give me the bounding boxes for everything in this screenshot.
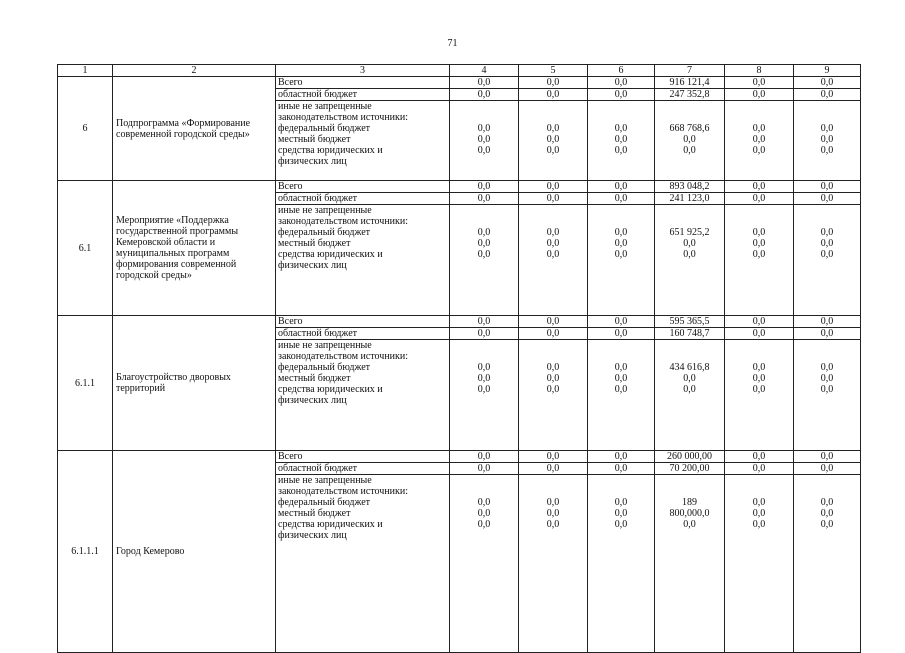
value-cell: 241 123,0 bbox=[655, 193, 725, 205]
value-cell bbox=[450, 475, 519, 653]
local-value: 0,0 bbox=[477, 373, 491, 384]
federal-value: 0,0 bbox=[477, 362, 491, 373]
legal-value: 0,0 bbox=[546, 519, 560, 530]
source-label: областной бюджет bbox=[276, 463, 450, 475]
source-label: Всего bbox=[276, 316, 450, 328]
value-cell bbox=[725, 340, 794, 451]
value-cell bbox=[588, 340, 655, 451]
legal-value: 0,0 bbox=[614, 145, 628, 156]
value-cell: 0,0 bbox=[519, 451, 588, 463]
value-cell: 160 748,7 bbox=[655, 328, 725, 340]
value-cell: 0,0 bbox=[725, 328, 794, 340]
page-number: 71 bbox=[447, 38, 458, 49]
source-line: законодательством источники: bbox=[278, 351, 409, 362]
local-value: 0,0 bbox=[752, 508, 766, 519]
legal-value: 0,0 bbox=[820, 145, 834, 156]
value-cell: 0,0 bbox=[794, 89, 861, 101]
federal-value: 0,0 bbox=[820, 227, 834, 238]
source-line: иные не запрещенные bbox=[278, 475, 372, 486]
legal-value: 0,0 bbox=[477, 384, 491, 395]
value-cell: 0,0 bbox=[588, 77, 655, 89]
other-sources-cell bbox=[276, 475, 450, 653]
value-cell: 0,0 bbox=[588, 89, 655, 101]
source-line: законодательством источники: bbox=[278, 486, 409, 497]
federal-value: 0,0 bbox=[614, 497, 628, 508]
federal-value: 189 bbox=[682, 497, 697, 508]
value-cell: 893 048,2 bbox=[655, 181, 725, 193]
value-cell: 0,0 bbox=[794, 463, 861, 475]
item-code: 6.1.1 bbox=[58, 316, 113, 451]
other-sources-cell bbox=[276, 101, 450, 181]
source-line: местный бюджет bbox=[278, 373, 351, 384]
local-value: 0,0 bbox=[752, 373, 766, 384]
value-cell: 0,0 bbox=[588, 181, 655, 193]
value-cell bbox=[725, 475, 794, 653]
local-value: 0,0 bbox=[752, 134, 766, 145]
value-cell bbox=[450, 205, 519, 316]
legal-value: 0,0 bbox=[683, 519, 696, 530]
federal-value: 0,0 bbox=[546, 227, 560, 238]
legal-value: 0,0 bbox=[683, 249, 696, 260]
value-cell: 0,0 bbox=[794, 77, 861, 89]
value-cell: 70 200,00 bbox=[655, 463, 725, 475]
value-cell bbox=[519, 205, 588, 316]
source-line: иные не запрещенные bbox=[278, 101, 372, 112]
value-cell bbox=[725, 101, 794, 181]
value-cell: 247 352,8 bbox=[655, 89, 725, 101]
source-line: средства юридических и bbox=[278, 519, 383, 530]
legal-value: 0,0 bbox=[546, 145, 560, 156]
legal-value: 0,0 bbox=[752, 145, 766, 156]
value-cell: 0,0 bbox=[725, 193, 794, 205]
value-cell bbox=[655, 205, 725, 316]
value-cell bbox=[725, 205, 794, 316]
local-value: 0,0 bbox=[683, 238, 696, 249]
column-header: 1 bbox=[58, 65, 113, 77]
value-cell bbox=[588, 475, 655, 653]
federal-value: 434 616,8 bbox=[669, 362, 710, 373]
federal-value: 0,0 bbox=[546, 497, 560, 508]
value-cell: 260 000,00 bbox=[655, 451, 725, 463]
local-value: 0,0 bbox=[820, 238, 834, 249]
source-line: законодательством источники: bbox=[278, 216, 409, 227]
local-value: 0,0 bbox=[614, 373, 628, 384]
value-cell bbox=[794, 340, 861, 451]
local-value: 0,0 bbox=[614, 134, 628, 145]
source-line: средства юридических и bbox=[278, 145, 383, 156]
local-value: 0,0 bbox=[614, 508, 628, 519]
federal-value: 0,0 bbox=[477, 497, 491, 508]
value-cell bbox=[519, 340, 588, 451]
source-line: физических лиц bbox=[278, 530, 347, 541]
value-cell: 0,0 bbox=[519, 89, 588, 101]
legal-value: 0,0 bbox=[614, 519, 628, 530]
local-value: 0,0 bbox=[477, 238, 491, 249]
value-cell: 0,0 bbox=[450, 316, 519, 328]
value-cell: 0,0 bbox=[519, 181, 588, 193]
source-line: федеральный бюджет bbox=[278, 123, 371, 134]
value-cell: 0,0 bbox=[725, 463, 794, 475]
value-cell bbox=[794, 101, 861, 181]
value-cell bbox=[655, 101, 725, 181]
local-value: 0,0 bbox=[546, 508, 560, 519]
value-cell: 0,0 bbox=[450, 193, 519, 205]
value-cell bbox=[588, 101, 655, 181]
source-line: иные не запрещенные bbox=[278, 205, 372, 216]
source-line: физических лиц bbox=[278, 395, 347, 406]
item-name: Благоустройство дворовых территорий bbox=[113, 316, 276, 451]
source-line: иные не запрещенные bbox=[278, 340, 372, 351]
federal-value: 0,0 bbox=[820, 497, 834, 508]
source-label: областной бюджет bbox=[276, 89, 450, 101]
value-cell: 0,0 bbox=[519, 77, 588, 89]
column-header: 8 bbox=[725, 65, 794, 77]
source-label: Всего bbox=[276, 181, 450, 193]
column-header: 7 bbox=[655, 65, 725, 77]
legal-value: 0,0 bbox=[614, 384, 628, 395]
table-row-total bbox=[58, 316, 861, 328]
legal-value: 0,0 bbox=[820, 519, 834, 530]
legal-value: 0,0 bbox=[683, 145, 696, 156]
source-line: средства юридических и bbox=[278, 249, 383, 260]
value-cell bbox=[450, 340, 519, 451]
federal-value: 0,0 bbox=[546, 362, 560, 373]
federal-value: 0,0 bbox=[820, 362, 834, 373]
value-cell: 0,0 bbox=[794, 181, 861, 193]
source-line: федеральный бюджет bbox=[278, 362, 371, 373]
legal-value: 0,0 bbox=[546, 249, 560, 260]
value-cell: 0,0 bbox=[450, 451, 519, 463]
federal-value: 668 768,6 bbox=[669, 123, 710, 134]
legal-value: 0,0 bbox=[752, 249, 766, 260]
value-cell: 0,0 bbox=[519, 463, 588, 475]
value-cell bbox=[588, 205, 655, 316]
item-code: 6.1.1.1 bbox=[58, 451, 113, 653]
value-cell bbox=[655, 340, 725, 451]
value-cell: 0,0 bbox=[588, 451, 655, 463]
local-value: 0,0 bbox=[683, 134, 696, 145]
value-cell bbox=[519, 101, 588, 181]
legal-value: 0,0 bbox=[477, 519, 491, 530]
table-row-total bbox=[58, 451, 861, 463]
legal-value: 0,0 bbox=[752, 384, 766, 395]
source-line: средства юридических и bbox=[278, 384, 383, 395]
source-line: физических лиц bbox=[278, 260, 347, 271]
value-cell: 0,0 bbox=[794, 451, 861, 463]
value-cell bbox=[450, 101, 519, 181]
table-row-total bbox=[58, 77, 861, 89]
local-value: 0,0 bbox=[614, 238, 628, 249]
local-value: 0,0 bbox=[752, 238, 766, 249]
federal-value: 0,0 bbox=[752, 123, 766, 134]
federal-value: 651 925,2 bbox=[669, 227, 710, 238]
source-label: Всего bbox=[276, 451, 450, 463]
federal-value: 0,0 bbox=[477, 123, 491, 134]
legal-value: 0,0 bbox=[614, 249, 628, 260]
source-line: законодательством источники: bbox=[278, 112, 409, 123]
source-label: Всего bbox=[276, 77, 450, 89]
local-value: 0,0 bbox=[820, 134, 834, 145]
value-cell: 0,0 bbox=[519, 193, 588, 205]
table-row-total bbox=[58, 181, 861, 193]
value-cell: 0,0 bbox=[794, 328, 861, 340]
source-label: областной бюджет bbox=[276, 193, 450, 205]
local-value: 0,0 bbox=[477, 508, 491, 519]
value-cell: 0,0 bbox=[450, 77, 519, 89]
value-cell: 0,0 bbox=[725, 89, 794, 101]
column-header: 5 bbox=[519, 65, 588, 77]
source-line: федеральный бюджет bbox=[278, 497, 371, 508]
local-value: 0,0 bbox=[546, 238, 560, 249]
federal-value: 0,0 bbox=[752, 227, 766, 238]
header-row bbox=[58, 65, 861, 77]
item-name: Подпрограмма «Формирование современной городской среды» bbox=[113, 77, 276, 181]
local-value: 800,000,0 bbox=[669, 508, 710, 519]
local-value: 0,0 bbox=[683, 373, 696, 384]
federal-value: 0,0 bbox=[546, 123, 560, 134]
value-cell: 0,0 bbox=[450, 328, 519, 340]
legal-value: 0,0 bbox=[820, 384, 834, 395]
source-line: местный бюджет bbox=[278, 508, 351, 519]
local-value: 0,0 bbox=[477, 134, 491, 145]
column-header: 9 bbox=[794, 65, 861, 77]
item-code: 6.1 bbox=[58, 181, 113, 316]
value-cell: 0,0 bbox=[450, 89, 519, 101]
value-cell: 916 121,4 bbox=[655, 77, 725, 89]
local-value: 0,0 bbox=[820, 508, 834, 519]
local-value: 0,0 bbox=[546, 134, 560, 145]
column-header: 3 bbox=[276, 65, 450, 77]
federal-value: 0,0 bbox=[820, 123, 834, 134]
value-cell: 0,0 bbox=[588, 463, 655, 475]
federal-value: 0,0 bbox=[752, 497, 766, 508]
budget-table bbox=[57, 64, 861, 653]
item-name: Мероприятие «Поддержка государственной программы Кемеровской области и муниципальных программ формирования современной городской среды» bbox=[113, 181, 276, 316]
legal-value: 0,0 bbox=[752, 519, 766, 530]
source-line: местный бюджет bbox=[278, 134, 351, 145]
value-cell: 0,0 bbox=[725, 451, 794, 463]
column-header: 4 bbox=[450, 65, 519, 77]
item-name: Город Кемерово bbox=[113, 451, 276, 653]
value-cell bbox=[794, 205, 861, 316]
federal-value: 0,0 bbox=[614, 362, 628, 373]
federal-value: 0,0 bbox=[614, 123, 628, 134]
value-cell: 0,0 bbox=[794, 316, 861, 328]
value-cell: 0,0 bbox=[450, 463, 519, 475]
source-label: областной бюджет bbox=[276, 328, 450, 340]
other-sources-cell bbox=[276, 340, 450, 451]
value-cell: 0,0 bbox=[725, 181, 794, 193]
value-cell bbox=[794, 475, 861, 653]
legal-value: 0,0 bbox=[683, 384, 696, 395]
value-cell: 0,0 bbox=[588, 328, 655, 340]
source-line: местный бюджет bbox=[278, 238, 351, 249]
value-cell: 0,0 bbox=[519, 316, 588, 328]
federal-value: 0,0 bbox=[477, 227, 491, 238]
legal-value: 0,0 bbox=[477, 249, 491, 260]
federal-value: 0,0 bbox=[614, 227, 628, 238]
value-cell: 0,0 bbox=[519, 328, 588, 340]
value-cell: 0,0 bbox=[725, 77, 794, 89]
federal-value: 0,0 bbox=[752, 362, 766, 373]
value-cell: 0,0 bbox=[725, 316, 794, 328]
local-value: 0,0 bbox=[820, 373, 834, 384]
item-code: 6 bbox=[58, 77, 113, 181]
source-line: федеральный бюджет bbox=[278, 227, 371, 238]
value-cell: 0,0 bbox=[588, 316, 655, 328]
value-cell: 0,0 bbox=[794, 193, 861, 205]
legal-value: 0,0 bbox=[477, 145, 491, 156]
column-header: 2 bbox=[113, 65, 276, 77]
legal-value: 0,0 bbox=[546, 384, 560, 395]
value-cell bbox=[655, 475, 725, 653]
source-line: физических лиц bbox=[278, 156, 347, 167]
value-cell: 0,0 bbox=[450, 181, 519, 193]
value-cell: 595 365,5 bbox=[655, 316, 725, 328]
column-header: 6 bbox=[588, 65, 655, 77]
legal-value: 0,0 bbox=[820, 249, 834, 260]
value-cell: 0,0 bbox=[588, 193, 655, 205]
value-cell bbox=[519, 475, 588, 653]
local-value: 0,0 bbox=[546, 373, 560, 384]
other-sources-cell bbox=[276, 205, 450, 316]
